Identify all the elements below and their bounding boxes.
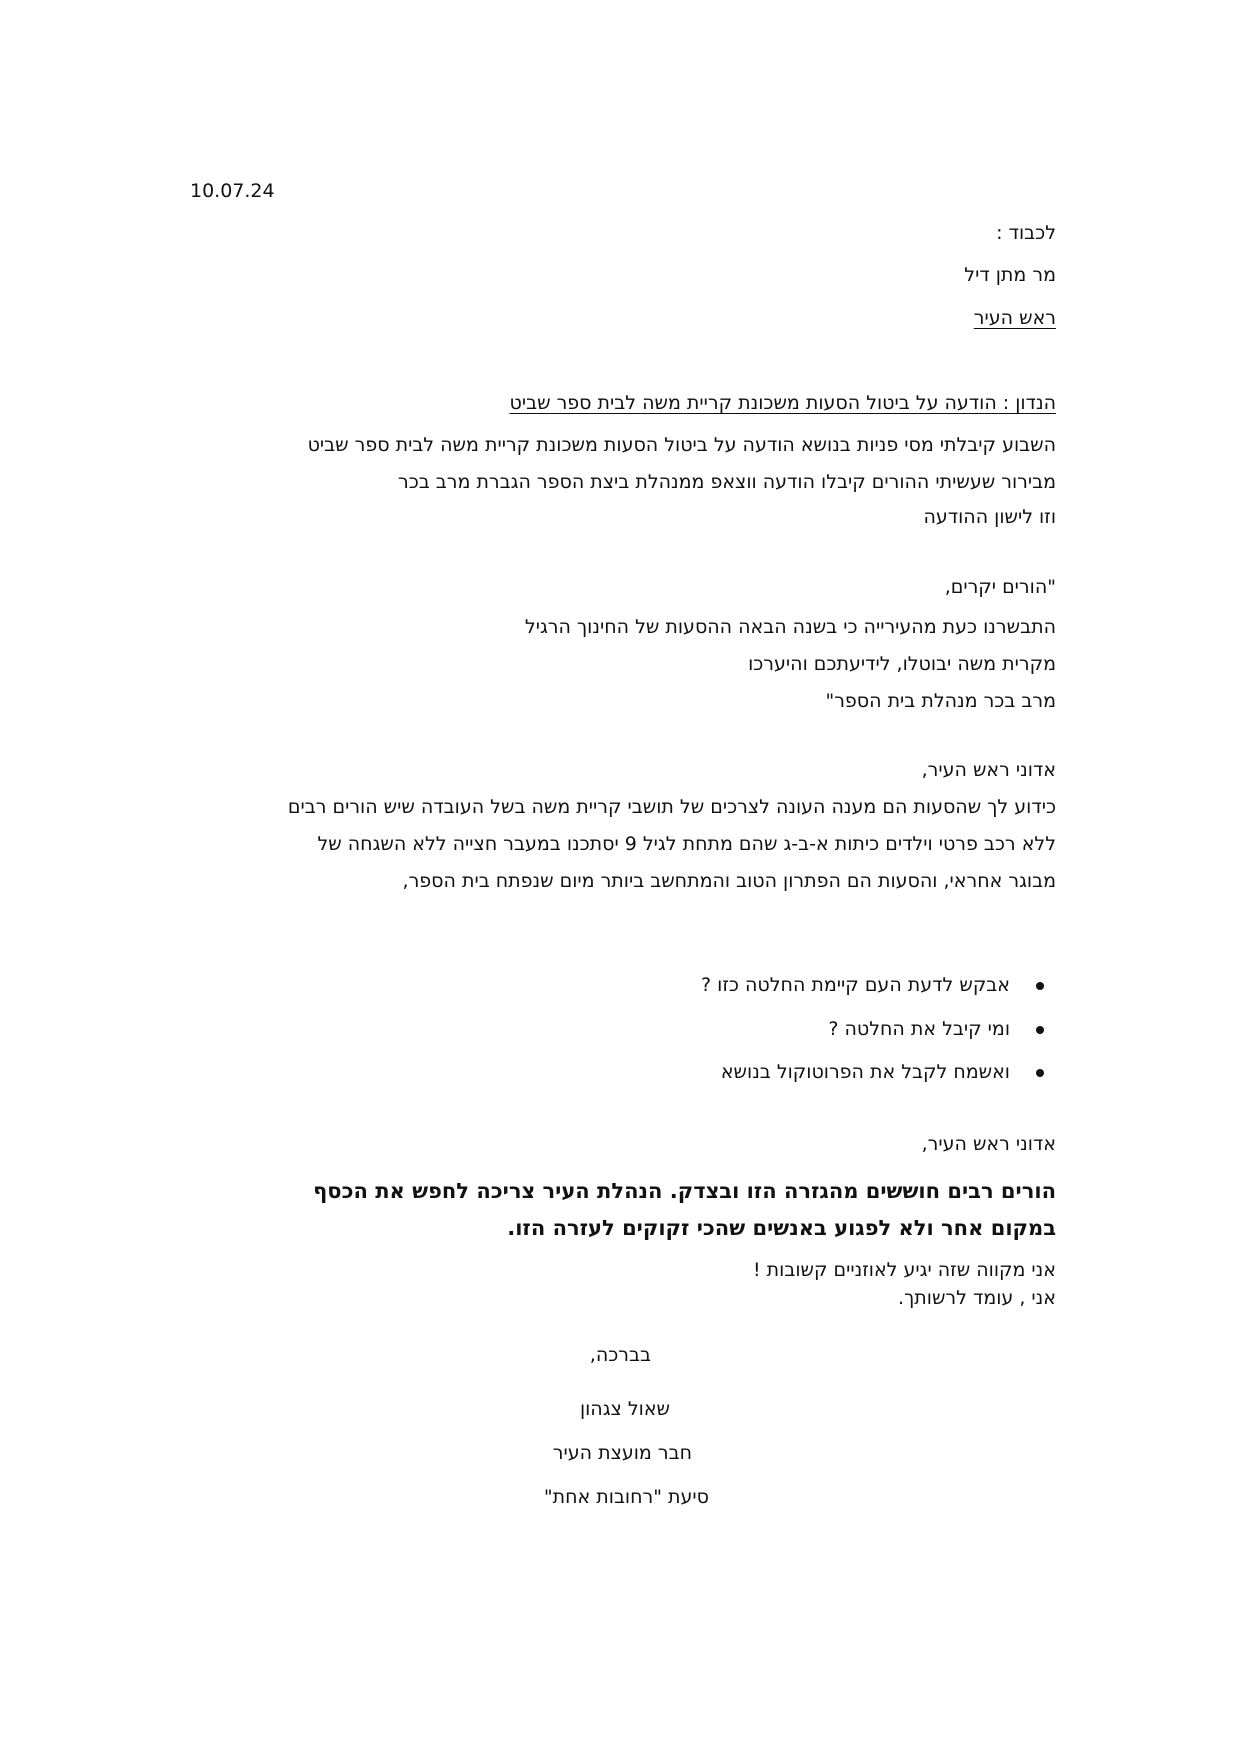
bullet-icon bbox=[1036, 1069, 1044, 1077]
salutation-address: אדוני ראש העיר, bbox=[921, 1133, 1056, 1155]
question-text: ומי קיבל את החלטה ? bbox=[828, 1018, 1010, 1040]
bullet-icon bbox=[1036, 982, 1044, 990]
question-text: ואשמח לקבל את הפרוטוקול בנושא bbox=[720, 1061, 1010, 1083]
question-item bbox=[701, 976, 1044, 995]
question-item bbox=[721, 1063, 1044, 1082]
question-text: אבקש לדעת העם קיימת החלטה כזו ? bbox=[701, 974, 1010, 996]
body-line: מבוגר אחראי, והסעות הם הפתרון הטוב והמתחשב ביותר מיום שנפתח בית הספר, bbox=[402, 870, 1056, 892]
signature-role: חבר מועצת העיר bbox=[552, 1442, 692, 1464]
body-line: ללא רכב פרטי וילדים כיתות א-ב-ג שהם מתחת לגיל 9 יסתכנו במעבר חצייה ללא השגחה של bbox=[317, 833, 1056, 855]
signature-faction: סיעת "רחובות אחת" bbox=[543, 1486, 709, 1508]
signature-name: שאול צגהון bbox=[579, 1398, 670, 1420]
recipient-title: ראש העיר bbox=[973, 307, 1056, 329]
quote-line: מרב בכר מנהלת בית הספר" bbox=[825, 690, 1056, 712]
bullet-icon bbox=[1036, 1026, 1044, 1034]
letter-subject: הנדון : הודעה על ביטול הסעות משכונת קריית משה לבית ספר שביט bbox=[509, 392, 1056, 414]
closing-line: אני מקווה שזה יגיע לאוזניים קשובות ! bbox=[753, 1259, 1056, 1281]
letter-date: 10.07.24 bbox=[190, 180, 275, 202]
recipient-honorific: לכבוד : bbox=[996, 222, 1056, 244]
signature-greeting: בברכה, bbox=[589, 1344, 651, 1366]
salutation-address: אדוני ראש העיר, bbox=[921, 759, 1056, 781]
recipient-name: מר מתן דיל bbox=[964, 264, 1056, 286]
closing-line: אני , עומד לרשותך. bbox=[898, 1287, 1056, 1309]
quote-line: התבשרנו כעת מהעירייה כי בשנה הבאה ההסעות של החינוך הרגיל bbox=[524, 616, 1056, 638]
body-line: כידוע לך שהסעות הם מענה העונה לצרכים של תושבי קריית משה בשל העובדה שיש הורים רבים bbox=[287, 796, 1056, 818]
quote-line: מקרית משה יבוטלו, לידיעתכם והיערכו bbox=[748, 653, 1056, 675]
emphasis-line: במקום אחר ולא לפגוע באנשים שהכי זקוקים לעזרה הזו. bbox=[507, 1216, 1056, 1240]
quote-line: "הורים יקרים, bbox=[944, 576, 1056, 598]
intro-line: מבירור שעשיתי ההורים קיבלו הודעה ווצאפ ממנהלת ביצת הספר הגברת מרב בכר bbox=[398, 471, 1056, 493]
intro-line: השבוע קיבלתי מסי פניות בנושא הודעה על ביטול הסעות משכונת קריית משה לבית ספר שביט bbox=[307, 434, 1056, 456]
intro-line: וזו לישון ההודעה bbox=[923, 506, 1056, 528]
question-item bbox=[828, 1020, 1044, 1039]
emphasis-line: הורים רבים חוששים מהגזרה הזו ובצדק. הנהלת העיר צריכה לחפש את הכסף bbox=[313, 1179, 1056, 1203]
